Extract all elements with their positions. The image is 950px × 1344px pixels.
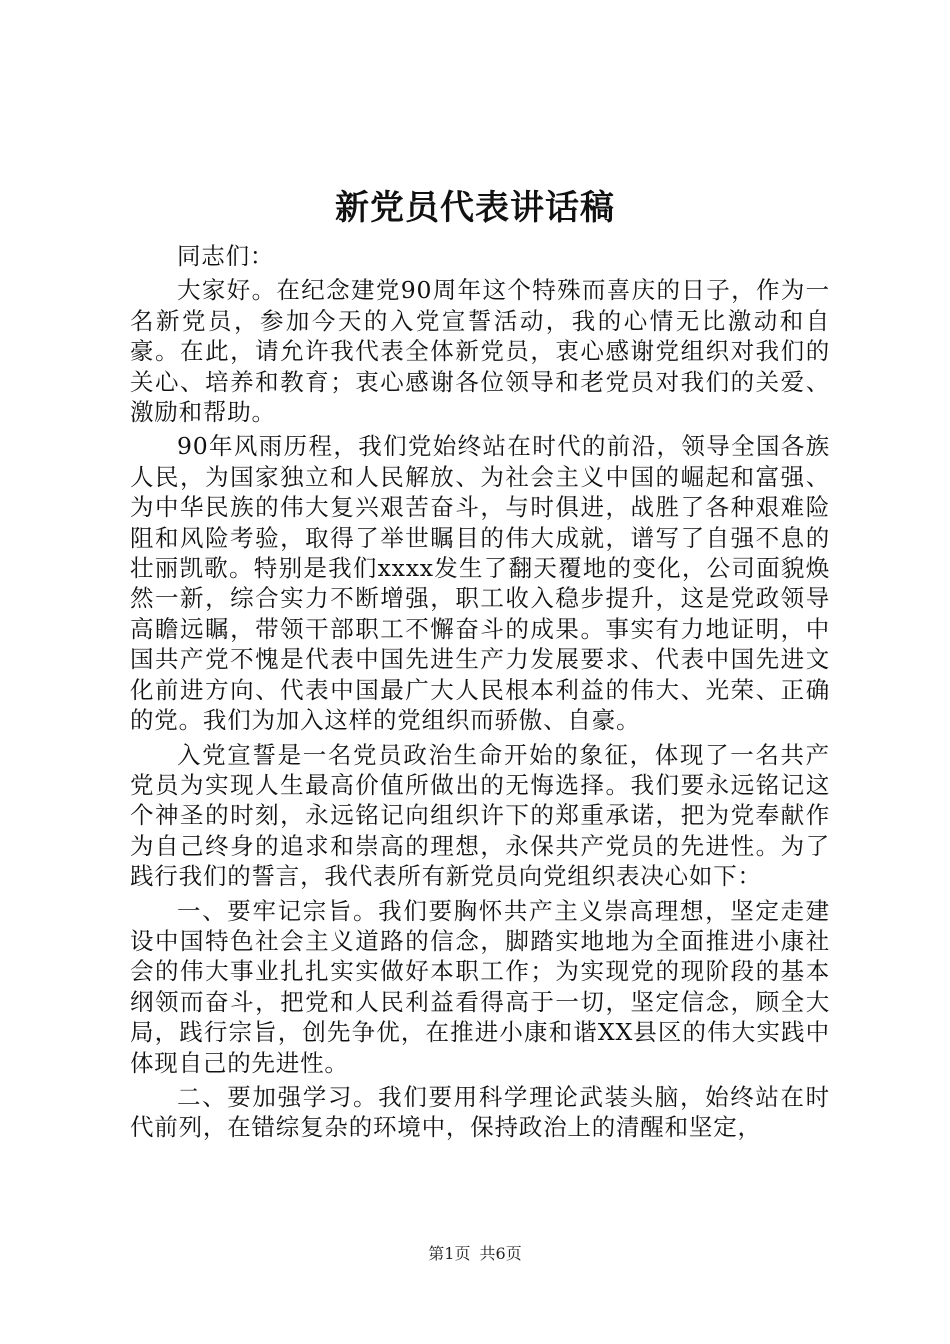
body-paragraph: 一、要牢记宗旨。我们要胸怀共产主义崇高理想，坚定走建设中国特色社会主义道路的信念，脚踏实地地为全面推进小康社会的伟大事业扎扎实实做好本职工作；为实现党的现阶段的基本纲领而奋斗，把党和人民利益看得高于一切，坚定信念，顾全大局，践行宗旨，创先争优，在推进小康和谐XX县区的伟大实践中体现自己的先进性。 xyxy=(130,896,830,1077)
document-body xyxy=(130,241,830,1147)
body-paragraph: 入党宣誓是一名党员政治生命开始的象征，体现了一名共产党员为实现人生最高价值所做出的无悔选择。我们要永远铭记这个神圣的时刻，永远铭记向组织许下的郑重承诺，把为党奉献作为自己终身的追求和崇高的理想，永保共产党员的先进性。为了践行我们的誓言，我代表所有新党员向党组织表决心如下： xyxy=(130,740,830,891)
page-footer xyxy=(0,1243,950,1265)
greeting-paragraph: 同志们： xyxy=(177,242,275,270)
body-paragraph: 二、要加强学习。我们要用科学理论武装头脑，始终站在时代前列，在错综复杂的环境中，保持政治上的清醒和坚定， xyxy=(130,1082,830,1142)
body-paragraph: 大家好。在纪念建党90周年这个特殊而喜庆的日子，作为一名新党员，参加今天的入党宣誓活动，我的心情无比激动和自豪。在此，请允许我代表全体新党员，衷心感谢党组织对我们的关心、培养和教育；衷心感谢各位领导和老党员对我们的关爱、激励和帮助。 xyxy=(130,276,830,427)
document-title: 新党员代表讲话稿 xyxy=(335,188,615,228)
body-paragraph: 90年风雨历程，我们党始终站在时代的前沿，领导全国各族人民，为国家独立和人民解放、为社会主义中国的崛起和富强、为中华民族的伟大复兴艰苦奋斗，与时俱进，战胜了各种艰难险阻和风险考验，取得了举世瞩目的伟大成就，谱写了自强不息的壮丽凯歌。特别是我们xxxx发生了翻天覆地的变化，公司面貌焕然一新，综合实力不断增强，职工收入稳步提升，这是党政领导高瞻远瞩，带领干部职工不懈奋斗的成果。事实有力地证明，中国共产党不愧是代表中国先进生产力发展要求、代表中国先进文化前进方向、代表中国最广大人民根本利益的伟大、光荣、正确的党。我们为加入这样的党组织而骄傲、自豪。 xyxy=(130,432,830,735)
page-number: 第1页 xyxy=(428,1244,471,1263)
page-total: 共6页 xyxy=(479,1244,522,1263)
